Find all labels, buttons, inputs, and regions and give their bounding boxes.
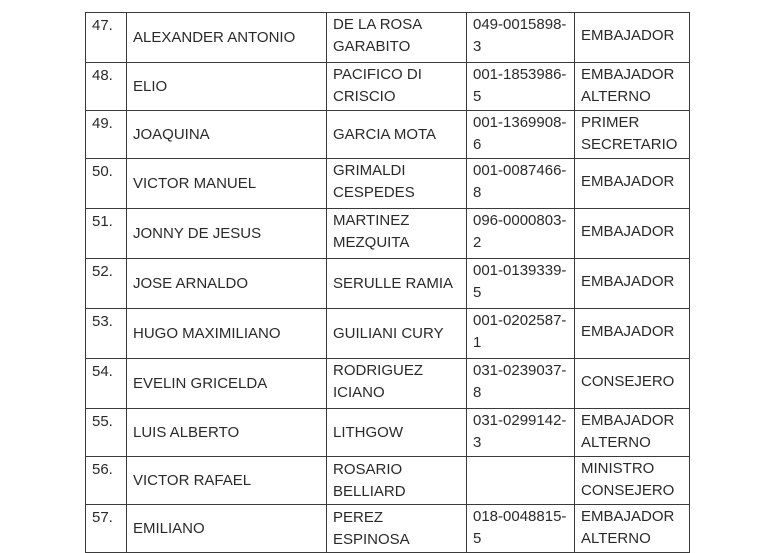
row-number: 48.	[86, 63, 127, 111]
first-name: VICTOR RAFAEL	[127, 457, 327, 505]
last-name: PEREZ ESPINOSA	[327, 505, 467, 553]
position: EMBAJADOR ALTERNO	[575, 63, 690, 111]
row-number: 55.	[86, 409, 127, 457]
personnel-table	[85, 12, 690, 553]
position: EMBAJADOR	[575, 209, 690, 259]
row-number: 49.	[86, 111, 127, 159]
position: EMBAJADOR	[575, 13, 690, 63]
position: EMBAJADOR	[575, 309, 690, 359]
table-row	[86, 457, 690, 505]
id-number: 031-0299142-3	[467, 409, 575, 457]
last-name: GUILIANI CURY	[327, 309, 467, 359]
last-name: MARTINEZ MEZQUITA	[327, 209, 467, 259]
first-name: JOSE ARNALDO	[127, 259, 327, 309]
last-name: PACIFICO DI CRISCIO	[327, 63, 467, 111]
id-number: 001-0087466-8	[467, 159, 575, 209]
table-row	[86, 111, 690, 159]
id-number: 031-0239037-8	[467, 359, 575, 409]
row-number: 57.	[86, 505, 127, 553]
id-number: 096-0000803-2	[467, 209, 575, 259]
table-row	[86, 159, 690, 209]
position: MINISTRO CONSEJERO	[575, 457, 690, 505]
row-number: 51.	[86, 209, 127, 259]
id-number: 001-1369908-6	[467, 111, 575, 159]
row-number: 50.	[86, 159, 127, 209]
position: EMBAJADOR ALTERNO	[575, 505, 690, 553]
first-name: HUGO MAXIMILIANO	[127, 309, 327, 359]
table-row	[86, 505, 690, 553]
position: EMBAJADOR	[575, 159, 690, 209]
position: PRIMER SECRETARIO	[575, 111, 690, 159]
table-row	[86, 409, 690, 457]
last-name: SERULLE RAMIA	[327, 259, 467, 309]
table-row	[86, 63, 690, 111]
first-name: EMILIANO	[127, 505, 327, 553]
position: EMBAJADOR	[575, 259, 690, 309]
id-number: 018-0048815-5	[467, 505, 575, 553]
personnel-table-body	[86, 13, 690, 553]
first-name: JONNY DE JESUS	[127, 209, 327, 259]
table-row	[86, 359, 690, 409]
first-name: LUIS ALBERTO	[127, 409, 327, 457]
row-number: 53.	[86, 309, 127, 359]
last-name: LITHGOW	[327, 409, 467, 457]
position: CONSEJERO	[575, 359, 690, 409]
position: EMBAJADOR ALTERNO	[575, 409, 690, 457]
row-number: 47.	[86, 13, 127, 63]
last-name: ROSARIO BELLIARD	[327, 457, 467, 505]
first-name: ELIO	[127, 63, 327, 111]
table-row	[86, 209, 690, 259]
id-number: 001-1853986-5	[467, 63, 575, 111]
row-number: 54.	[86, 359, 127, 409]
id-number: 049-0015898-3	[467, 13, 575, 63]
row-number: 56.	[86, 457, 127, 505]
table-row	[86, 13, 690, 63]
last-name: GRIMALDI CESPEDES	[327, 159, 467, 209]
first-name: ALEXANDER ANTONIO	[127, 13, 327, 63]
last-name: GARCIA MOTA	[327, 111, 467, 159]
first-name: JOAQUINA	[127, 111, 327, 159]
first-name: VICTOR MANUEL	[127, 159, 327, 209]
first-name: EVELIN GRICELDA	[127, 359, 327, 409]
table-row	[86, 309, 690, 359]
id-number: 001-0202587-1	[467, 309, 575, 359]
table-row	[86, 259, 690, 309]
row-number: 52.	[86, 259, 127, 309]
id-number: 001-0139339-5	[467, 259, 575, 309]
id-number	[467, 457, 575, 505]
last-name: RODRIGUEZ ICIANO	[327, 359, 467, 409]
last-name: DE LA ROSA GARABITO	[327, 13, 467, 63]
